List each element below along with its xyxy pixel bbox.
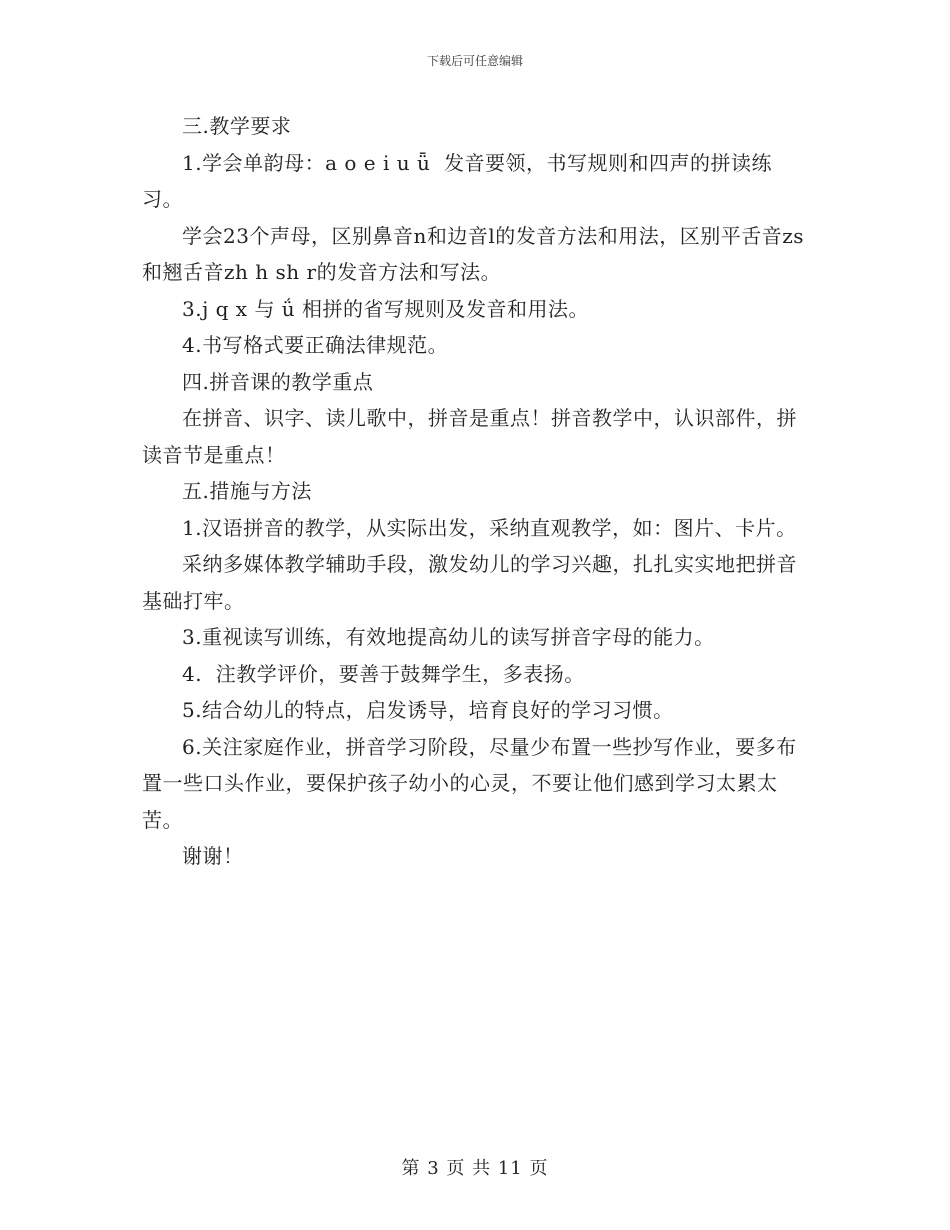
paragraph: 采纳多媒体教学辅助手段，激发幼儿的学习兴趣，扎扎实实地把拼音基础打牢。 [142, 552, 797, 613]
paragraph: 1.汉语拼音的教学，从实际出发，采纳直观教学，如：图片、卡片。 [182, 515, 797, 540]
paragraph: 6.关注家庭作业，拼音学习阶段，尽量少布置一些抄写作业，要多布置一些口头作业，要保护孩子幼小的心灵，不要让他们感到学习太累太苦。 [142, 734, 797, 832]
document-body [142, 108, 810, 875]
paragraph: 在拼音、识字、读儿歌中，拼音是重点！拼音教学中，认识部件，拼读音节是重点！ [142, 406, 797, 467]
paragraph: 4.书写格式要正确法律规范。 [182, 333, 449, 357]
section-heading-methods: 五.措施与方法 [182, 479, 312, 503]
paragraph: 5.结合幼儿的特点，启发诱导，培育良好的学习习惯。 [182, 698, 674, 722]
paragraph: 学会23个声母，区别鼻音n和边音l的发音方法和用法，区别平舌音zs 和翘舌音zh h sh r的发音方法和写法。 [142, 223, 811, 284]
paragraph: 3.j q x 与 ǘ 相拼的省写规则及发音和用法。 [182, 296, 590, 321]
paragraph: 1.学会单韵母：a o e i u ǖ 发音要领，书写规则和四声的拼读练习。 [142, 150, 773, 211]
section-heading-requirements: 三.教学要求 [182, 114, 292, 138]
closing-thanks: 谢谢！ [182, 844, 244, 868]
paragraph: 4. 注教学评价，要善于鼓舞学生，多表扬。 [182, 661, 585, 686]
page-header: 下载后可任意编辑 [426, 54, 523, 68]
section-heading-key-points: 四.拼音课的教学重点 [182, 369, 374, 394]
paragraph: 3.重视读写训练，有效地提高幼儿的读写拼音字母的能力。 [182, 625, 715, 649]
page-number: 第 3 页 共 11 页 [401, 1158, 549, 1179]
